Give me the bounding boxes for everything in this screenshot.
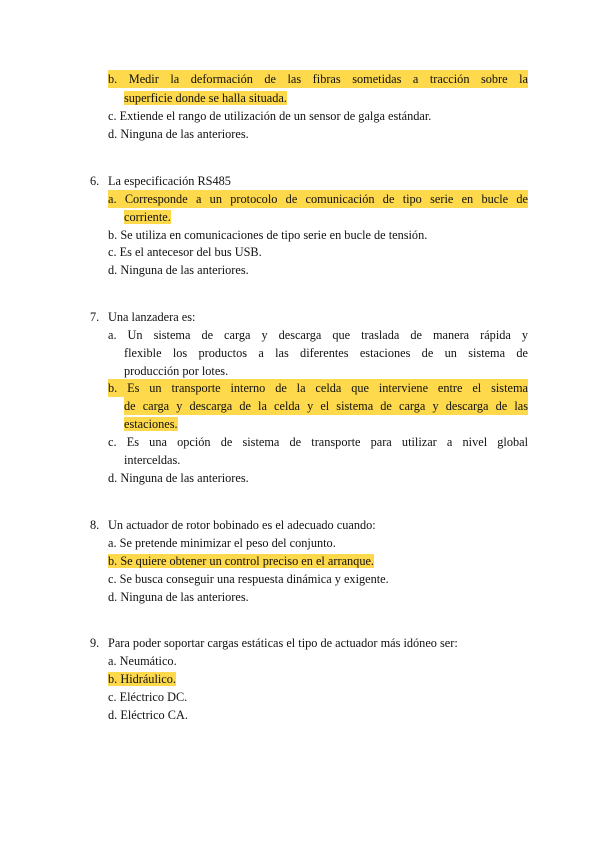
question-number: 9. bbox=[90, 636, 100, 650]
option-d: d. Ninguna de las anteriores. bbox=[108, 590, 249, 604]
option-b-line-2: de carga y descarga de la celda y el sistema de carga y descarga de las bbox=[124, 399, 528, 413]
option-a: a. Neumático. bbox=[108, 654, 177, 668]
option-c: c. Se busca conseguir una respuesta dinámica y exigente. bbox=[108, 572, 389, 586]
option-c: c. Extiende el rango de utilización de un sensor de galga estándar. bbox=[108, 109, 432, 123]
option-b-line-2: superficie donde se halla situada. bbox=[124, 91, 287, 105]
option-b-line-3: estaciones. bbox=[124, 417, 178, 431]
option-a-line-2: flexible los productos a las diferentes estaciones de un sistema de bbox=[124, 346, 528, 360]
option-a-line-1: a. Un sistema de carga y descarga que traslada de manera rápida y bbox=[108, 328, 528, 342]
question-number: 8. bbox=[90, 518, 100, 532]
option-c-line-1: c. Es una opción de sistema de transporte para utilizar a nivel global bbox=[108, 435, 529, 449]
question-text: Para poder soportar cargas estáticas el tipo de actuador más idóneo ser: bbox=[108, 636, 458, 650]
option-a: a. Se pretende minimizar el peso del conjunto. bbox=[108, 536, 336, 550]
question-number: 6. bbox=[90, 174, 100, 188]
option-a-line-3: producción por lotes. bbox=[124, 364, 229, 378]
option-b: b. Se quiere obtener un control preciso en el arranque. bbox=[108, 554, 375, 568]
option-b: b. Hidráulico. bbox=[108, 672, 176, 686]
question-text: Una lanzadera es: bbox=[108, 310, 196, 324]
option-b: b. Se utiliza en comunicaciones de tipo serie en bucle de tensión. bbox=[108, 228, 428, 242]
option-d: d. Ninguna de las anteriores. bbox=[108, 471, 249, 485]
option-b-line-1: b. Es un transporte interno de la celda que interviene entre el sistema bbox=[108, 381, 528, 395]
option-c: c. Eléctrico DC. bbox=[108, 690, 188, 704]
question-number: 7. bbox=[90, 310, 100, 324]
option-d: d. Ninguna de las anteriores. bbox=[108, 127, 249, 141]
option-a-line-2: corriente. bbox=[124, 210, 171, 224]
option-d: d. Ninguna de las anteriores. bbox=[108, 263, 249, 277]
option-c: c. Es el antecesor del bus USB. bbox=[108, 245, 262, 259]
option-c-line-2: interceldas. bbox=[124, 453, 181, 467]
question-text: La especificación RS485 bbox=[108, 174, 231, 188]
option-b-line-1: b. Medir la deformación de las fibras sometidas a tracción sobre la bbox=[108, 72, 529, 86]
option-d: d. Eléctrico CA. bbox=[108, 708, 188, 722]
option-a-line-1: a. Corresponde a un protocolo de comunicación de tipo serie en bucle de bbox=[108, 192, 528, 206]
question-text: Un actuador de rotor bobinado es el adecuado cuando: bbox=[108, 518, 376, 532]
